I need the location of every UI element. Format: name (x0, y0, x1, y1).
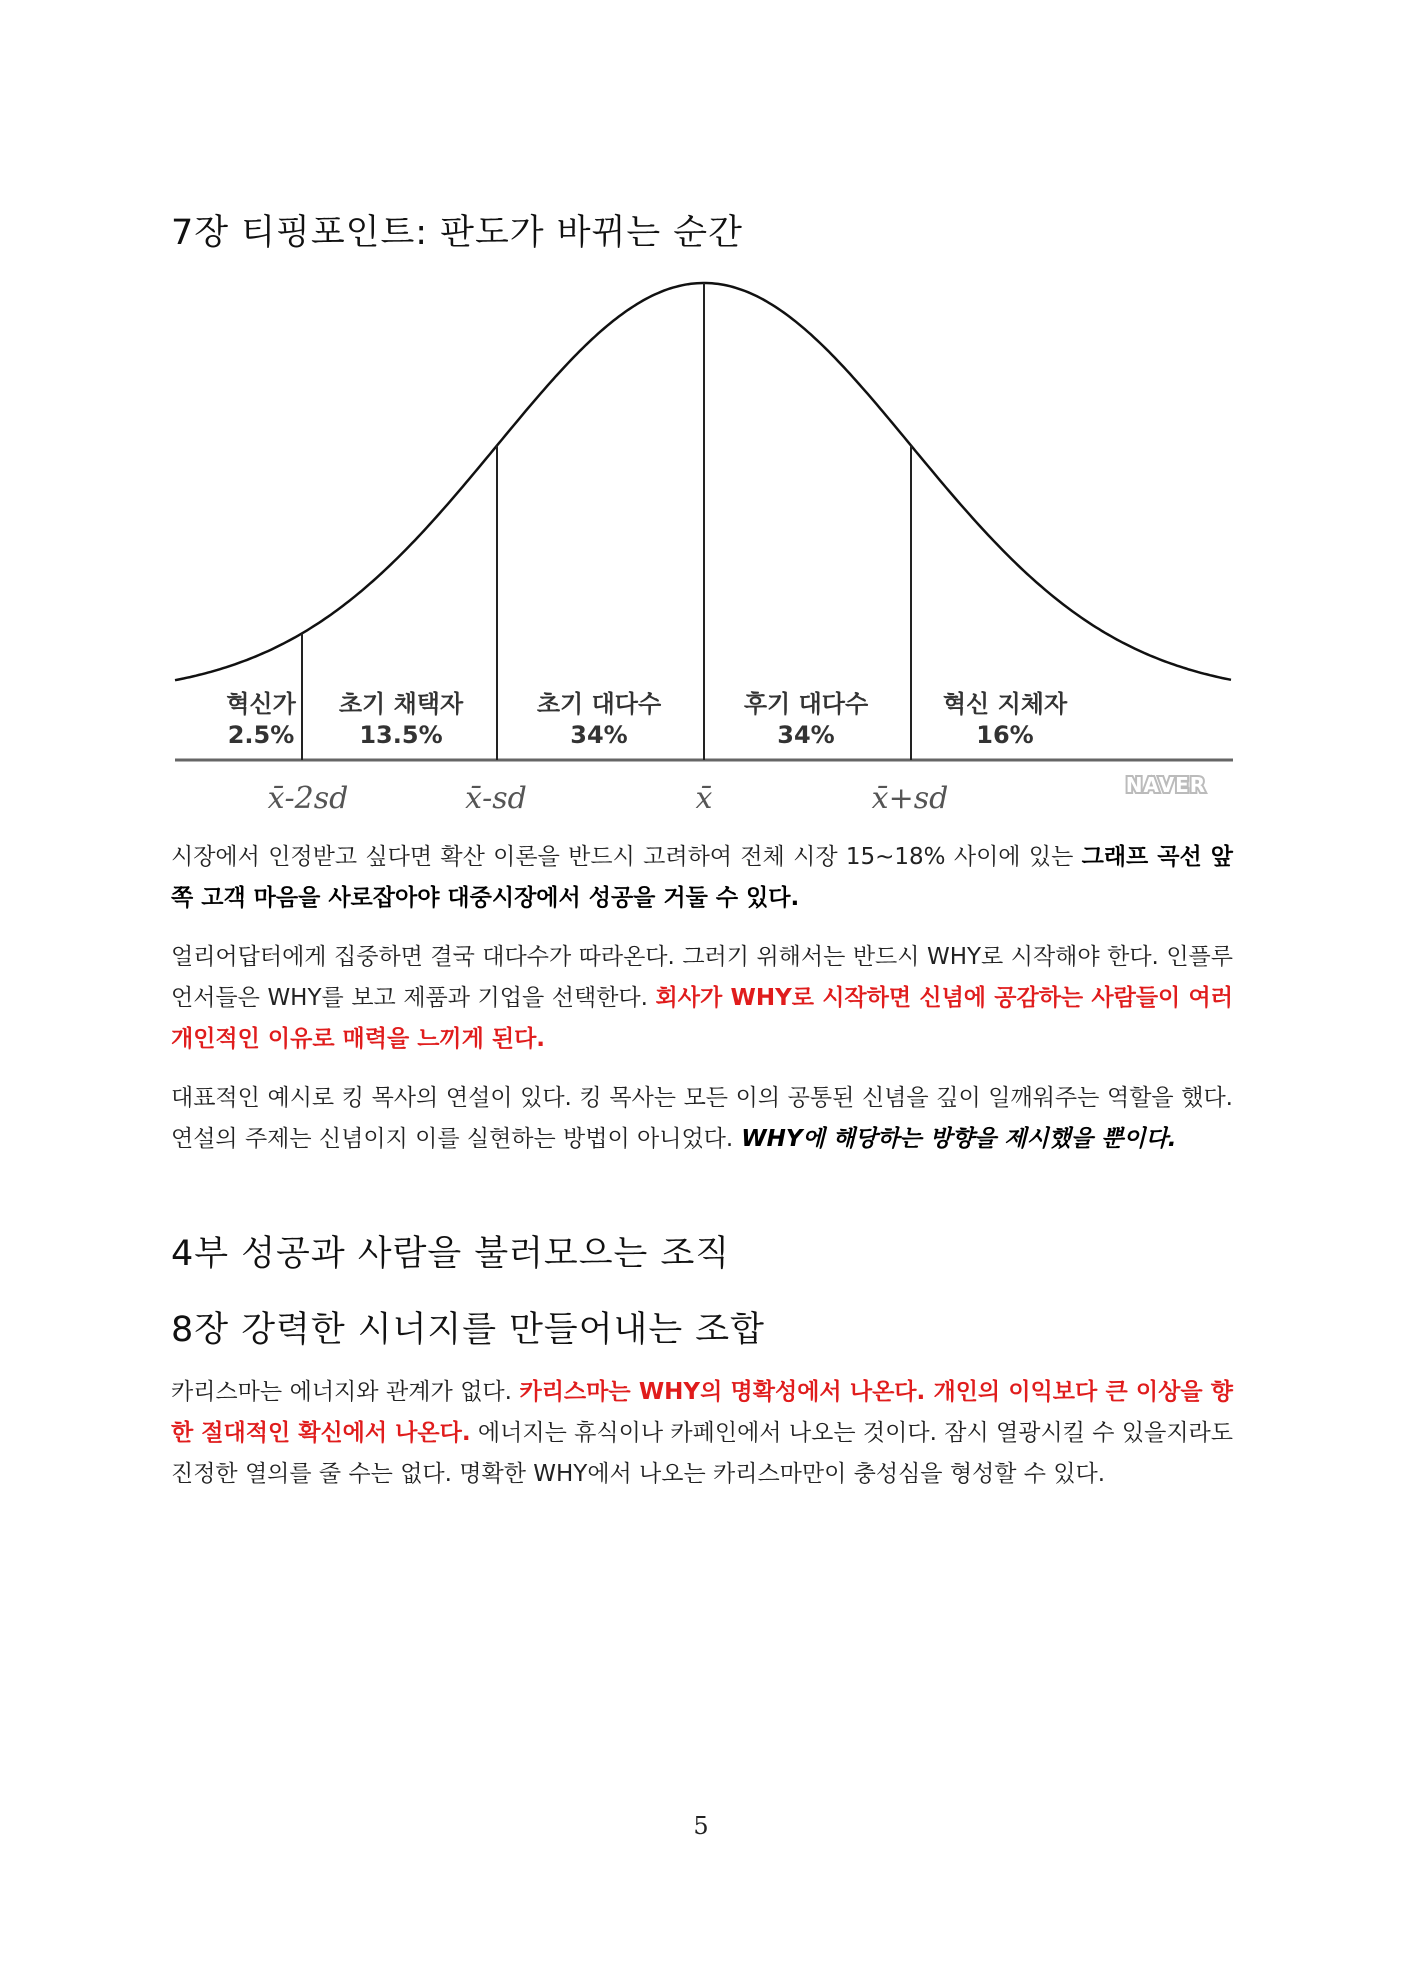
x-tick-plus-sd: x̄+sd (871, 781, 949, 816)
paragraph-early-adopters (171, 937, 1233, 1060)
segment-value-innovators: 2.5% (227, 721, 295, 749)
paragraph-king-speech-emphasis: WHY에 해당하는 방향을 제시했을 뿐이다. (733, 1126, 1177, 1152)
segment-label-innovators: 혁신가 (226, 690, 296, 718)
segment-label-early-majority: 초기 대다수 (536, 690, 662, 718)
paragraph-charisma-text1: 카리스마는 에너지와 관계가 없다. (171, 1379, 520, 1405)
x-tick-minus-2sd: x̄-2sd (267, 781, 349, 816)
x-tick-mean: x̄ (695, 781, 713, 816)
diffusion-bell-curve-chart (0, 0, 1402, 820)
chapter7-title: 7장 티핑포인트: 판도가 바뀌는 순간 (171, 213, 743, 253)
segment-value-early-adopters: 13.5% (359, 721, 443, 749)
naver-watermark: NAVER (1125, 773, 1207, 797)
segment-label-laggards: 혁신 지체자 (942, 690, 1068, 718)
x-tick-minus-sd: x̄-sd (465, 781, 527, 816)
part4-title: 4부 성공과 사람을 불러모으는 조직 (171, 1234, 731, 1274)
paragraph-diffusion (171, 837, 1233, 919)
paragraph-king-speech (171, 1078, 1233, 1160)
paragraph-early-adopters-text: 얼리어답터에게 집중하면 결국 대다수가 따라온다. 그러기 위해서는 반드시 WHY로 시작해야 한다. 인플루언서들은 WHY를 보고 제품과 기업을 선택한다. (171, 944, 1233, 1011)
chapter8-title: 8장 강력한 시너지를 만들어내는 조합 (171, 1310, 765, 1350)
paragraph-early-adopters-highlight: 회사가 WHY로 시작하면 신념에 공감하는 사람들이 여러 개인적인 이유로 매력을 느끼게 된다. (171, 985, 1233, 1052)
paragraph-charisma-highlight: 카리스마는 WHY의 명확성에서 나온다. 개인의 이익보다 큰 이상을 향한 절대적인 확신에서 나온다. (171, 1379, 1233, 1446)
segment-label-early-adopters: 초기 채택자 (338, 690, 464, 718)
segment-label-late-majority: 후기 대다수 (743, 690, 869, 718)
paragraph-diffusion-bold: 그래프 곡선 앞쪽 고객 마음을 사로잡아야 대중시장에서 성공을 거둘 수 있다. (171, 844, 1233, 911)
segment-value-late-majority: 34% (777, 721, 835, 749)
paragraph-diffusion-text: 시장에서 인정받고 싶다면 확산 이론을 반드시 고려하여 전체 시장 15~18% 사이에 있는 (171, 844, 1082, 870)
paragraph-charisma-text2: 에너지는 휴식이나 카페인에서 나오는 것이다. 잠시 열광시킬 수 있을지라도 진정한 열의를 줄 수는 없다. 명확한 WHY에서 나오는 카리스마만이 충성심을 형성할 수 있다. (171, 1420, 1233, 1487)
paragraph-king-speech-text: 대표적인 예시로 킹 목사의 연설이 있다. 킹 목사는 모든 이의 공통된 신념을 깊이 일깨워주는 역할을 했다. 연설의 주제는 신념이지 이를 실현하는 방법이 아니었다. (171, 1085, 1233, 1152)
segment-value-laggards: 16% (976, 721, 1034, 749)
segment-value-early-majority: 34% (570, 721, 628, 749)
paragraph-charisma (171, 1372, 1233, 1495)
page-number: 5 (693, 1812, 709, 1840)
